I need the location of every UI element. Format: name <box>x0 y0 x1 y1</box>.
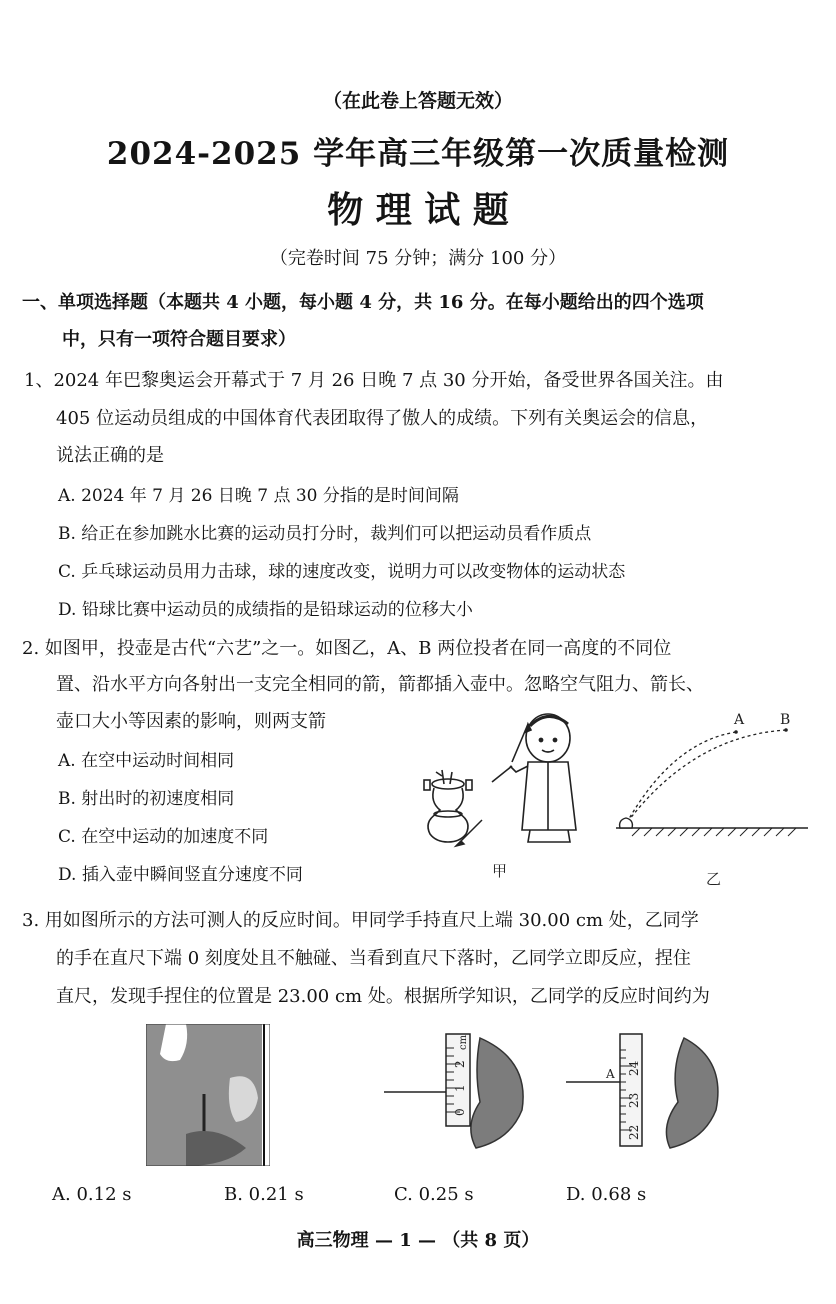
section-heading: 一、单项选择题（本题共 4 小题，每小题 4 分，共 16 分。在每小题给出的四个选项 <box>22 292 704 313</box>
option-c: C. 0.25 s <box>394 1184 474 1205</box>
option-d: D. 插入壶中瞬间竖直分速度不同 <box>58 865 303 885</box>
question-text: 的手在直尺下端 0 刻度处且不触碰、当看到直尺下落时，乙同学立即反应，捏住 <box>56 948 691 969</box>
pot-icon <box>424 770 472 842</box>
section-heading-cont: 中，只有一项符合题目要求） <box>62 329 296 350</box>
ground-hatching <box>632 828 796 836</box>
ruler-mark-label: A <box>606 1067 615 1081</box>
subject-title: 物 理 试 题 <box>327 189 509 231</box>
thrown-arrow-icon <box>456 820 482 846</box>
point-a-label: A <box>734 712 745 728</box>
ruler-figure-start <box>380 1030 530 1160</box>
ruler-tick-label: 22 <box>627 1124 641 1140</box>
question-text: 说法正确的是 <box>56 445 164 466</box>
option-d: D. 0.68 s <box>566 1184 647 1205</box>
trajectory-figure <box>612 706 812 886</box>
pot-small-icon <box>620 818 633 828</box>
question-text: 2. 如图甲，投壶是古代“六艺”之一。如图乙，A、B 两位投者在同一高度的不同位 <box>22 638 672 659</box>
trajectory-b <box>626 730 786 824</box>
page-footer: 高三物理 — 1 — （共 8 页） <box>296 1230 540 1251</box>
question-text: 1、2024 年巴黎奥运会开幕式于 7 月 26 日晚 7 点 30 分开始，备受世界各国关注。由 <box>24 370 724 391</box>
option-a: A. 0.12 s <box>52 1184 132 1205</box>
notice-text: （在此卷上答题无效） <box>322 90 513 112</box>
ruler-figure-end <box>566 1030 726 1160</box>
option-b: B. 0.21 s <box>224 1184 304 1205</box>
figure-jia-label: 甲 <box>492 862 508 880</box>
point-b-label: B <box>780 712 791 728</box>
ruler-tick-label: 1 <box>453 1084 467 1092</box>
option-a: A. 在空中运动时间相同 <box>58 751 235 771</box>
question-text: 405 位运动员组成的中国体育代表团取得了傲人的成绩。下列有关奥运会的信息， <box>56 408 709 429</box>
option-c: C. 在空中运动的加速度不同 <box>58 827 269 847</box>
option-c: C. 乒乓球运动员用力击球，球的速度改变，说明力可以改变物体的运动状态 <box>58 562 626 582</box>
figure-yi-label: 乙 <box>706 870 722 886</box>
ruler-tick-label: 0 <box>453 1108 467 1116</box>
pot-throwing-figure <box>400 710 620 886</box>
ruler-tick-label: 2 <box>453 1060 467 1068</box>
option-b: B. 给正在参加跳水比赛的运动员打分时，裁判们可以把运动员看作质点 <box>58 524 592 544</box>
ruler-unit-label: cm <box>458 1034 469 1050</box>
option-a: A. 2024 年 7 月 26 日晚 7 点 30 分指的是时间间隔 <box>58 486 459 506</box>
exam-title: 2024-2025 学年高三年级第一次质量检测 <box>106 136 730 172</box>
ruler-tick-label: 23 <box>627 1092 641 1108</box>
point-a-dot <box>734 730 738 734</box>
question-text: 3. 用如图所示的方法可测人的反应时间。甲同学手持直尺上端 30.00 cm 处，乙同学 <box>22 910 699 931</box>
time-score-text: （完卷时间 75 分钟；满分 100 分） <box>269 248 567 269</box>
point-b-dot <box>784 728 788 732</box>
question-text: 置、沿水平方向各射出一支完全相同的箭，箭都插入壶中。忽略空气阻力、箭长、 <box>56 674 704 695</box>
question-text: 壶口大小等因素的影响，则两支箭 <box>56 711 326 732</box>
ruler-tick-label: 24 <box>627 1060 641 1076</box>
thrower-figure <box>492 714 576 842</box>
option-d: D. 铅球比赛中运动员的成绩指的是铅球运动的位移大小 <box>58 600 473 620</box>
option-b: B. 射出时的初速度相同 <box>58 789 235 809</box>
reaction-photo <box>146 1024 270 1166</box>
question-text: 直尺，发现手捏住的位置是 23.00 cm 处。根据所学知识，乙同学的反应时间约为 <box>56 986 710 1007</box>
